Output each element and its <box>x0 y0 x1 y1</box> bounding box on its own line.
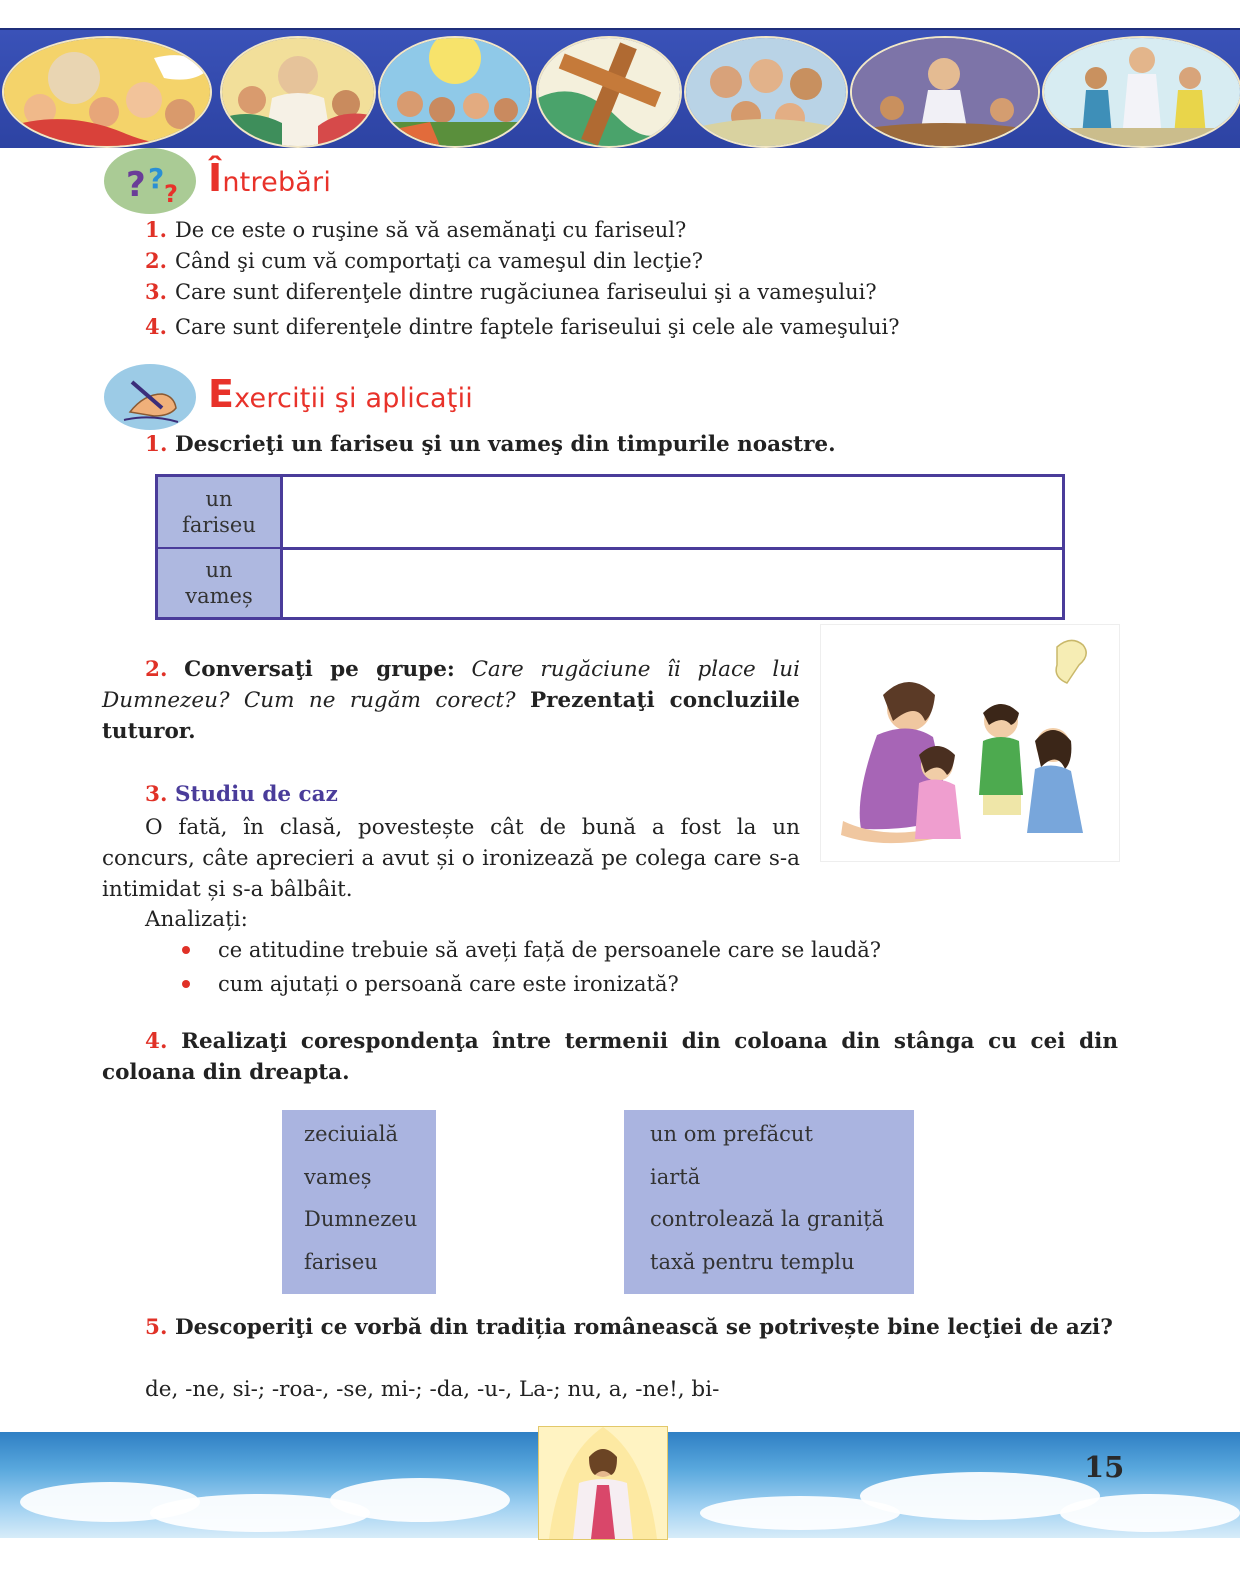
left-term: vameș <box>304 1165 372 1189</box>
questions-list <box>145 214 1105 342</box>
left-term: Dumnezeu <box>304 1207 418 1231</box>
question-marks-icon <box>104 148 196 214</box>
writing-hand-icon <box>104 364 196 430</box>
left-terms-box <box>282 1110 436 1294</box>
right-term: iartă <box>650 1165 701 1189</box>
svg-text:?: ? <box>126 165 146 205</box>
svg-text:?: ? <box>148 162 165 195</box>
left-term: fariseu <box>304 1250 378 1274</box>
table-row <box>158 477 1062 550</box>
crowd-praising-illustration <box>378 36 532 148</box>
wooden-cross-illustration <box>536 36 682 148</box>
jesus-walking-illustration <box>1042 36 1240 148</box>
svg-text:?: ? <box>164 180 178 208</box>
describe-table <box>155 474 1065 620</box>
bullet-dot-icon <box>182 980 190 988</box>
right-term: un om prefăcut <box>650 1122 813 1146</box>
jesus-storm-illustration <box>850 36 1040 148</box>
top-banner <box>0 28 1240 148</box>
jesus-illustration <box>538 1426 668 1540</box>
question-item: 3. Care sunt diferenţele dintre rugăciunea fariseului şi a vameşului? <box>145 279 877 304</box>
row-label-fariseu: un fariseu <box>158 477 283 547</box>
right-term: controlează la graniță <box>650 1207 885 1231</box>
question-item: 4. Care sunt diferenţele dintre faptele fariseului şi cele ale vameşului? <box>145 314 900 339</box>
sky-footer <box>0 1432 1240 1538</box>
questions-title: Întrebări <box>208 156 332 200</box>
bullet-item: ce atitudine trebuie să aveți față de persoanele care se laudă? <box>182 938 881 962</box>
question-item: 2. Când şi cum vă comportaţi ca vameşul din lecţie? <box>145 248 703 273</box>
analyze-label: Analizați: <box>145 907 248 932</box>
left-term: zeciuială <box>304 1122 398 1146</box>
jesus-children-illustration <box>2 36 212 148</box>
bullet-item: cum ajutați o persoană care este ironizată? <box>182 972 679 996</box>
bullet-dot-icon <box>182 946 190 954</box>
table-row <box>158 549 1062 617</box>
right-term: taxă pentru templu <box>650 1250 855 1274</box>
case-study-story: O fată, în clasă, povestește cât de bună a fost la un concurs, câte aprecieri a avut și o ironizează pe colega care s-a intimidat și s-a bâlbâit. <box>102 815 800 902</box>
exercise-5-heading: 5. Descoperiţi ce vorbă din tradiția românească se potrivește bine lecţiei de azi? <box>145 1315 1113 1340</box>
syllables-line: de, -ne, si-; -roa-, -se, mi-; -da, -u-, La-; nu, a, -ne!, bi- <box>145 1377 720 1402</box>
row-label-vames: un vameș <box>158 549 283 617</box>
right-terms-box <box>624 1110 914 1294</box>
exercise-4-heading: 4. Realizaţi corespondenţa între termenii din coloana din stânga cu cei din coloana din dreapta. <box>102 1029 1118 1085</box>
exercise-1-heading: 1. Descrieţi un fariseu şi un vameş din timpurile noastre. <box>145 432 836 457</box>
praying-family-illustration <box>820 624 1120 862</box>
disciples-gathering-illustration <box>684 36 848 148</box>
question-item: 1. De ce este o ruşine să vă asemănaţi cu fariseul? <box>145 217 687 242</box>
jesus-crowd-illustration <box>220 36 376 148</box>
exercise-3-heading: 3. Studiu de caz <box>145 782 338 807</box>
page-number: 15 <box>1084 1450 1125 1484</box>
exercise-2-paragraph: 2. Conversaţi pe grupe: Care rugăciune îi place lui Dumnezeu? Cum ne rugăm corect? Prezentaţi concluziile tuturor. <box>102 657 800 744</box>
exercises-title: Exerciţii şi aplicaţii <box>208 372 473 416</box>
